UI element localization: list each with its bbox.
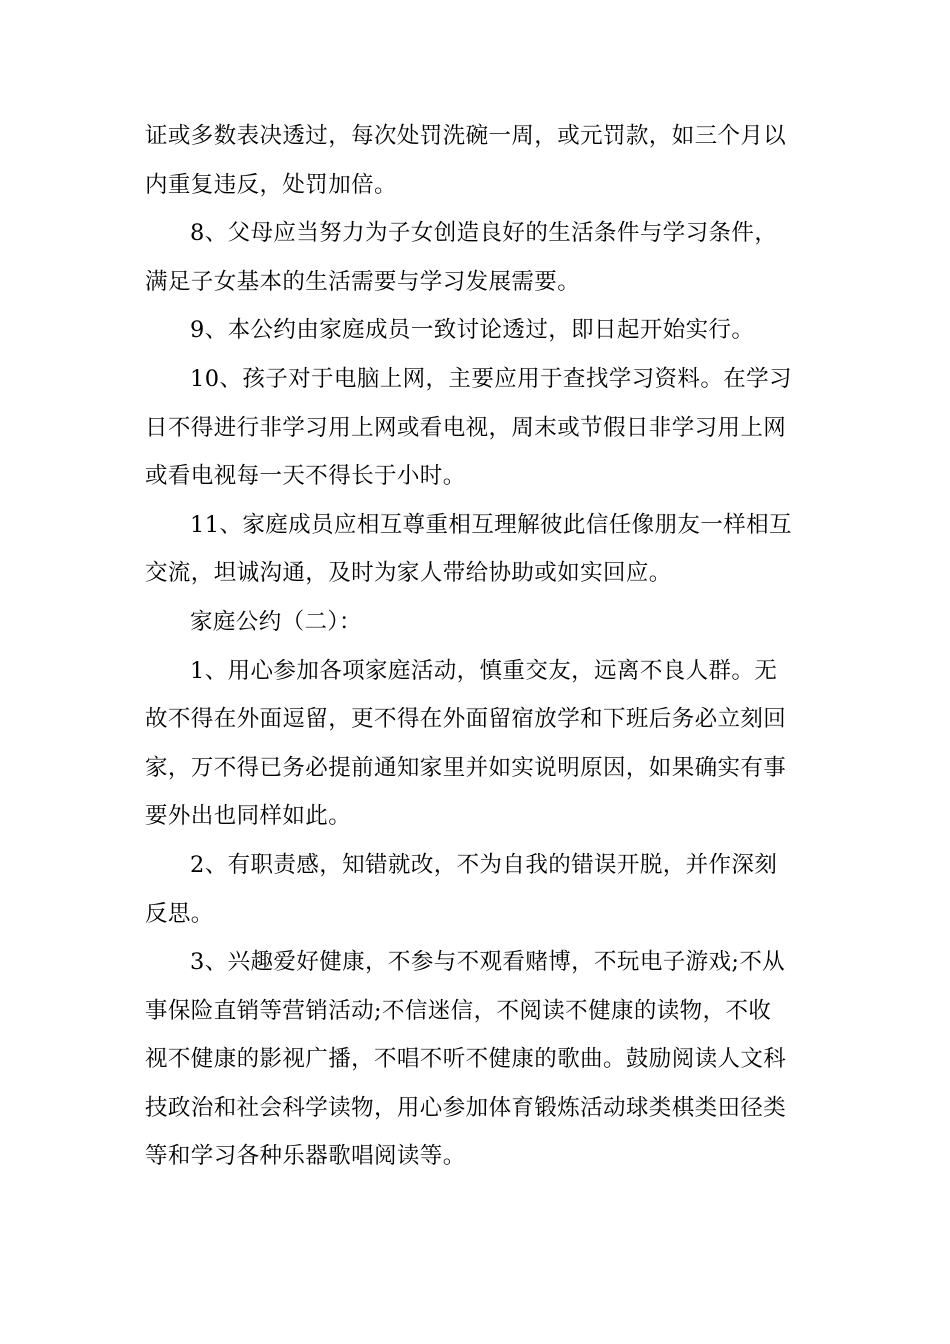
text-line: 家，万不得已务必提前通知家里并如实说明原因，如果确实有事 bbox=[145, 754, 787, 781]
text-line: 技政治和社会科学读物，用心参加体育锻炼活动球类棋类田径类 bbox=[145, 1094, 787, 1121]
text-line: 或看电视每一天不得长于小时。 bbox=[145, 463, 466, 490]
text-line: 反思。 bbox=[145, 900, 214, 927]
paragraph-item-2 bbox=[145, 841, 815, 938]
text-line: 2、有职责感，知错就改，不为自我的错误开脱，并作深刻 bbox=[190, 851, 778, 878]
paragraph-item-11 bbox=[145, 501, 815, 598]
text-line: 满足子女基本的生活需要与学习发展需要。 bbox=[145, 268, 581, 295]
text-line: 11、家庭成员应相互尊重相互理解彼此信任像朋友一样相互 bbox=[190, 511, 792, 538]
text-line: 交流，坦诚沟通，及时为家人带给协助或如实回应。 bbox=[145, 560, 672, 587]
paragraph-item-10 bbox=[145, 355, 815, 501]
text-line: 要外出也同样如此。 bbox=[145, 803, 352, 830]
document-body bbox=[145, 112, 815, 1181]
paragraph-item-1 bbox=[145, 647, 815, 841]
section-heading: 家庭公约（二）： bbox=[190, 608, 362, 635]
text-line: 故不得在外面逗留，更不得在外面留宿放学和下班后务必立刻回 bbox=[145, 706, 787, 733]
paragraph-item-8 bbox=[145, 209, 815, 306]
paragraph-item-3 bbox=[145, 938, 815, 1181]
text-line: 3、兴趣爱好健康，不参与不观看赌博，不玩电子游戏;不从 bbox=[190, 949, 786, 976]
text-line: 事保险直销等营销活动;不信迷信，不阅读不健康的读物，不收 bbox=[145, 997, 772, 1024]
text-line: 日不得进行非学习用上网或看电视，周末或节假日非学习用上网 bbox=[145, 414, 787, 441]
text-line: 等和学习各种乐器歌唱阅读等。 bbox=[145, 1143, 466, 1170]
text-line: 内重复违反，处罚加倍。 bbox=[145, 171, 397, 198]
paragraph-penalty-continued bbox=[145, 112, 815, 209]
paragraph-item-9 bbox=[145, 306, 815, 355]
text-line: 视不健康的影视广播，不唱不听不健康的歌曲。鼓励阅读人文科 bbox=[145, 1046, 787, 1073]
text-line: 8、父母应当努力为子女创造良好的生活条件与学习条件， bbox=[190, 220, 778, 247]
text-line: 9、本公约由家庭成员一致讨论透过，即日起开始实行。 bbox=[190, 317, 755, 344]
text-line: 1、用心参加各项家庭活动，慎重交友，远离不良人群。无 bbox=[190, 657, 778, 684]
text-line: 证或多数表决透过，每次处罚洗碗一周，或元罚款，如三个月以 bbox=[145, 123, 787, 149]
text-line: 10、孩子对于电脑上网，主要应用于查找学习资料。在学习 bbox=[190, 365, 792, 392]
section-heading-family-convention-2 bbox=[145, 598, 815, 647]
